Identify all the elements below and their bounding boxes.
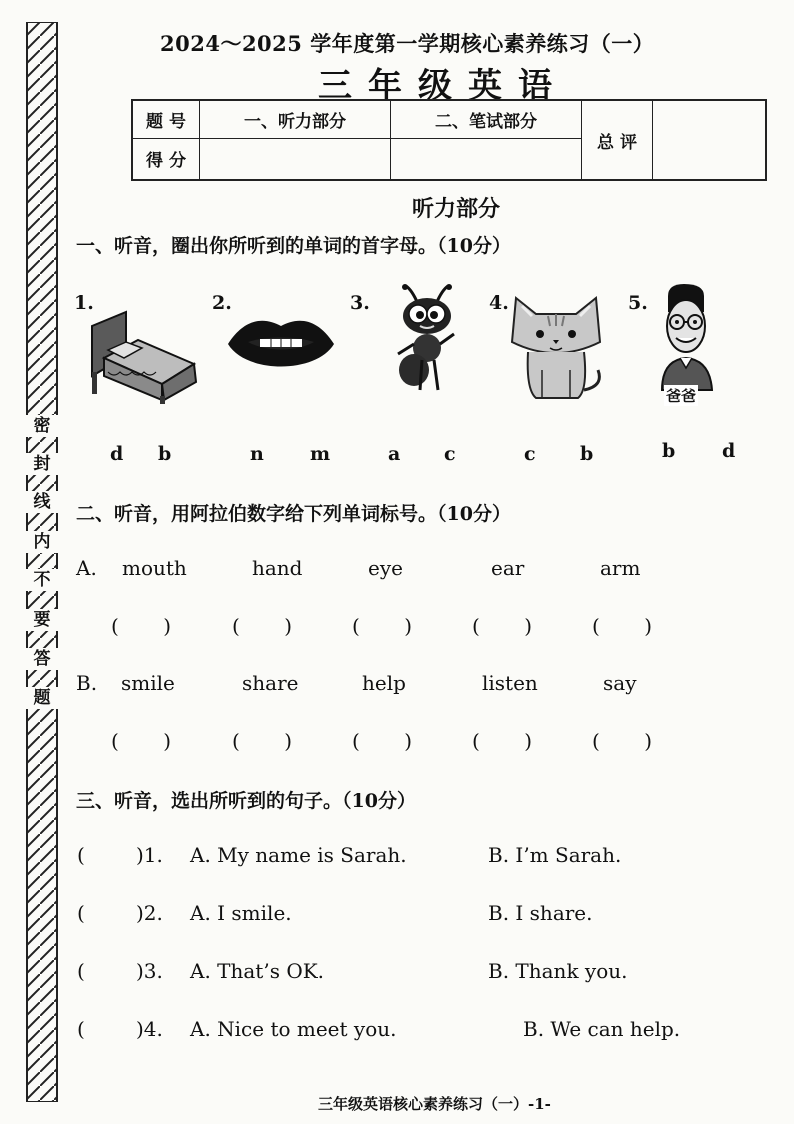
section-title: 听力部分 xyxy=(412,196,501,222)
row-label-score: 得 分 xyxy=(132,138,200,180)
seal-char: 线 xyxy=(26,491,58,513)
option-b[interactable]: B. Thank you. xyxy=(488,959,628,983)
answer-blank-open[interactable]: ( xyxy=(77,843,85,867)
seal-char: 不 xyxy=(26,569,58,591)
seal-char: 密 xyxy=(26,415,58,437)
answer-blank[interactable]: ( ) xyxy=(232,614,293,638)
q1-item-number: 4. xyxy=(489,292,509,314)
word: eye xyxy=(368,556,403,580)
grade-title: 三年级英语 xyxy=(318,66,568,106)
option-letter[interactable]: b xyxy=(158,443,172,465)
answer-blank[interactable]: ( ) xyxy=(111,614,172,638)
answer-blank[interactable]: ( ) xyxy=(111,729,172,753)
answer-blank-open[interactable]: ( xyxy=(77,901,85,925)
seal-char: 要 xyxy=(26,609,58,631)
seal-char: 内 xyxy=(26,531,58,553)
score-table xyxy=(131,99,767,181)
writing-score-cell[interactable] xyxy=(391,138,582,180)
header-listening-part: 一、听力部分 xyxy=(200,100,391,138)
item-number: )3. xyxy=(136,959,163,983)
option-a[interactable]: A. My name is Sarah. xyxy=(190,843,407,867)
total-score-cell[interactable] xyxy=(653,100,767,180)
option-b[interactable]: B. I’m Sarah. xyxy=(488,843,622,867)
cat-icon xyxy=(508,290,604,400)
mouth-icon xyxy=(226,312,336,378)
word: share xyxy=(242,671,299,695)
option-letter[interactable]: b xyxy=(580,443,594,465)
answer-blank[interactable]: ( ) xyxy=(352,614,413,638)
word: say xyxy=(603,671,637,695)
row-label-question-number: 题 号 xyxy=(132,100,200,138)
word: mouth xyxy=(122,556,187,580)
seal-strip xyxy=(26,22,58,1102)
option-a[interactable]: A. Nice to meet you. xyxy=(190,1017,397,1041)
answer-blank[interactable]: ( ) xyxy=(592,729,653,753)
answer-blank[interactable]: ( ) xyxy=(352,729,413,753)
seal-char: 答 xyxy=(26,648,58,670)
row-label: A. xyxy=(76,556,97,580)
option-letter[interactable]: d xyxy=(110,443,124,465)
option-a[interactable]: A. I smile. xyxy=(190,901,292,925)
dad-icon xyxy=(654,282,720,392)
q1-item-number: 3. xyxy=(350,292,370,314)
q1-item-number: 5. xyxy=(628,292,648,314)
listening-score-cell[interactable] xyxy=(200,138,391,180)
answer-blank[interactable]: ( ) xyxy=(472,614,533,638)
option-letter[interactable]: b xyxy=(662,440,676,462)
word: arm xyxy=(600,556,641,580)
option-letter[interactable]: c xyxy=(444,443,456,465)
row-label: B. xyxy=(76,671,98,695)
option-letter[interactable]: m xyxy=(310,443,331,465)
option-b[interactable]: B. I share. xyxy=(488,901,593,925)
word: listen xyxy=(482,671,538,695)
page-footer: 三年级英语核心素养练习（一）-1- xyxy=(318,1095,551,1113)
option-letter[interactable]: d xyxy=(722,440,736,462)
q1-item-number: 1. xyxy=(74,292,94,314)
header-total: 总 评 xyxy=(582,100,653,180)
item-number: )4. xyxy=(136,1017,163,1041)
seal-char: 封 xyxy=(26,453,58,475)
header-writing-part: 二、笔试部分 xyxy=(391,100,582,138)
word: help xyxy=(362,671,406,695)
item-number: )2. xyxy=(136,901,163,925)
word: smile xyxy=(121,671,175,695)
bed-icon xyxy=(86,306,204,406)
ant-icon xyxy=(392,284,462,396)
option-a[interactable]: A. That’s OK. xyxy=(190,959,325,983)
option-letter[interactable]: n xyxy=(250,443,264,465)
answer-blank[interactable]: ( ) xyxy=(592,614,653,638)
seal-char: 题 xyxy=(26,687,58,709)
item-number: )1. xyxy=(136,843,163,867)
answer-blank[interactable]: ( ) xyxy=(472,729,533,753)
option-letter[interactable]: c xyxy=(524,443,536,465)
word: hand xyxy=(252,556,303,580)
q2-title: 二、听音，用阿拉伯数字给下列单词标号。（10分） xyxy=(76,503,511,525)
word: ear xyxy=(491,556,525,580)
q1-item-number: 2. xyxy=(212,292,232,314)
answer-blank[interactable]: ( ) xyxy=(232,729,293,753)
answer-blank-open[interactable]: ( xyxy=(77,1017,85,1041)
q3-title: 三、听音，选出所听到的句子。（10分） xyxy=(76,790,416,812)
exam-title: 2024～2025 学年度第一学期核心素养练习（一） xyxy=(160,31,655,56)
dad-caption: 爸爸 xyxy=(666,387,697,405)
option-b[interactable]: B. We can help. xyxy=(523,1017,681,1041)
q1-title: 一、听音，圈出你所听到的单词的首字母。（10分） xyxy=(76,235,511,257)
option-letter[interactable]: a xyxy=(388,443,401,465)
answer-blank-open[interactable]: ( xyxy=(77,959,85,983)
